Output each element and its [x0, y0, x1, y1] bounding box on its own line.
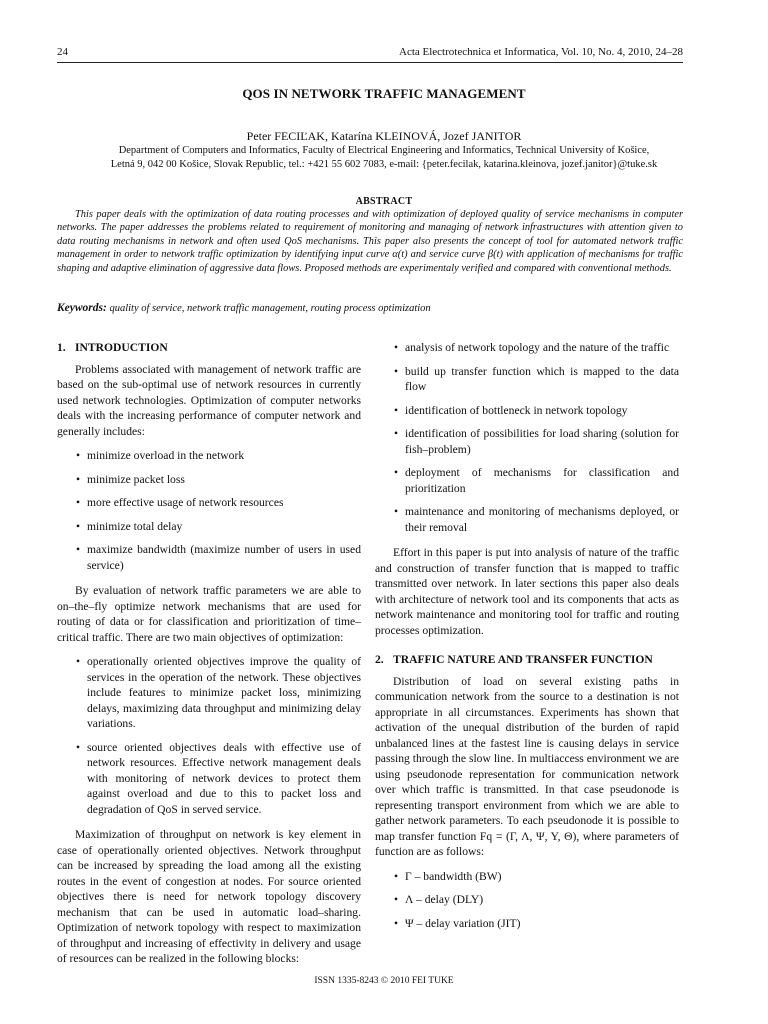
- affiliation-line-1: Department of Computers and Informatics, Faculty of Electrical Engineering and Informatics, Technical University of Košice,: [118, 145, 650, 156]
- abstract-text: This paper deals with the optimization of data routing processes and with optimization of deployed quality of service mechanisms in computer networks. The paper addresses the problems related to requirement of monitoring and managing of network infrastructures with attention given to data routing mechanisms in network and often used QoS mechanisms. This paper also presents the concept of tool for automated network traffic management in order to network traffic optimization by identifying input curve α(t) and service curve β(t) with application of mechanisms for traffic shaping and adaptive elimination of aggressive data flows. Proposed methods are experimentaly verified and compared with conventional methods.: [57, 209, 683, 274]
- section-heading-traffic-nature: [375, 652, 679, 668]
- journal-citation: Acta Electrotechnica et Informatica, Vol. 10, No. 4, 2010, 24–28: [399, 46, 683, 58]
- list-item: • more effective usage of network resources: [57, 495, 361, 511]
- paragraph: Problems associated with management of network traffic are based on the sub-optimal use of network resources in currently used network technologies. Optimization of computer networks deals with the increasing performance of computer network and generally includes:: [57, 362, 361, 438]
- page-number: 24: [57, 46, 68, 58]
- list-item: • minimize overload in the network: [57, 448, 361, 464]
- paragraph: Effort in this paper is put into analysis of nature of the traffic and construction of transfer function that is mapped to traffic transmitted over network. In later sections this paper also deals with architecture of network tool and its components that acts as network maintenance and monitoring tool for traffic and routing processes optimization.: [375, 546, 679, 637]
- list-item: • source oriented objectives deals with effective use of network resources. Effective network management deals with monitoring of network devices to protect them against overload and due to this to packet loss and degradation of QoS in served service.: [57, 740, 361, 818]
- bullet-list-objectives: [57, 654, 361, 817]
- keywords-label: Keywords:: [57, 302, 107, 314]
- author-list: Peter FECIĽAK, Katarína KLEINOVÁ, Jozef JANITOR: [246, 129, 522, 143]
- keywords-text: quality of service, network traffic management, routing process optimization: [109, 303, 431, 314]
- list-item: • identification of possibilities for load sharing (solution for fish–problem): [375, 426, 679, 457]
- list-item: • identification of bottleneck in network topology: [375, 403, 679, 419]
- abstract-heading: ABSTRACT: [355, 196, 413, 207]
- list-item: • Γ – bandwidth (BW): [375, 869, 679, 885]
- section-title: INTRODUCTION: [75, 341, 168, 354]
- list-item: • Ψ – delay variation (JIT): [375, 916, 679, 932]
- list-item: • minimize packet loss: [57, 472, 361, 488]
- list-item: • build up transfer function which is mapped to the data flow: [375, 364, 679, 395]
- right-column: [375, 340, 679, 941]
- bullet-list-blocks: [375, 340, 679, 535]
- affiliation-line-2: Letná 9, 042 00 Košice, Slovak Republic, tel.: +421 55 602 7083, e-mail: {peter.fecilak, katarina.kleinova, jozef.janitor}@tuke.sk: [110, 159, 658, 170]
- section-number: 1.: [57, 341, 66, 354]
- paragraph: By evaluation of network traffic parameters we are able to on–the–fly optimize network mechanisms that are used for routing of data or for classification and prioritization of time–critical traffic. There are two main objectives of optimization:: [57, 584, 361, 644]
- section-title: TRAFFIC NATURE AND TRANSFER FUNCTION: [393, 653, 653, 666]
- page-footer: ISSN 1335-8243 © 2010 FEI TUKE: [314, 976, 454, 986]
- list-item: • analysis of network topology and the nature of the traffic: [375, 340, 679, 356]
- list-item: • deployment of mechanisms for classification and prioritization: [375, 465, 679, 496]
- bullet-list-optimization-goals: [57, 448, 361, 573]
- paragraph: Distribution of load on several existing paths in communication network from the source to a destination is not appropriate in all circumstances. Experiments has shown that activation of the unequal distribution of the burden of rapid unbalanced lines at the fastest line is causing delays in service passing through the slow line. In multiaccess environment we are using pseudonode representation for communication network over which traffic is transmitted. In that case pseudonode is representing transport environment from which we are able to gather network parameters. To each pseudonode it is possible to map transfer function Fq = (Γ, Λ, Ψ, Υ, Θ), where parameters of function are as follows:: [375, 674, 679, 858]
- running-header: [57, 46, 683, 58]
- list-item: • operationally oriented objectives improve the quality of services in the operation of the network. These objectives include features to minimize packet loss, minimizing delays, maximizing data throughput and minimizing delay variations.: [57, 654, 361, 732]
- keywords: [57, 302, 683, 314]
- section-heading-introduction: [57, 340, 361, 356]
- header-rule: [57, 62, 683, 63]
- affiliation: [40, 144, 728, 172]
- paper-title: QOS IN NETWORK TRAFFIC MANAGEMENT: [242, 86, 526, 101]
- bullet-list-function-parameters: [375, 869, 679, 932]
- paragraph: Maximization of throughput on network is key element in case of operationally oriented objectives. Network throughput can be increased by spreading the load among all the existing routes in the event of congestion at nodes. For source oriented objectives there is need for network topology discovery mechanism that can be used in automatic load–sharing. Optimization of network topology with respect to maximization of throughput and increasing of effectivity in delivery and usage of resources can be realized in the following blocks:: [57, 828, 361, 965]
- section-number: 2.: [375, 653, 384, 666]
- list-item: • maintenance and monitoring of mechanisms deployed, or their removal: [375, 504, 679, 535]
- left-column: [57, 340, 361, 976]
- list-item: • minimize total delay: [57, 519, 361, 535]
- list-item: • Λ – delay (DLY): [375, 892, 679, 908]
- list-item: • maximize bandwidth (maximize number of users in used service): [57, 542, 361, 573]
